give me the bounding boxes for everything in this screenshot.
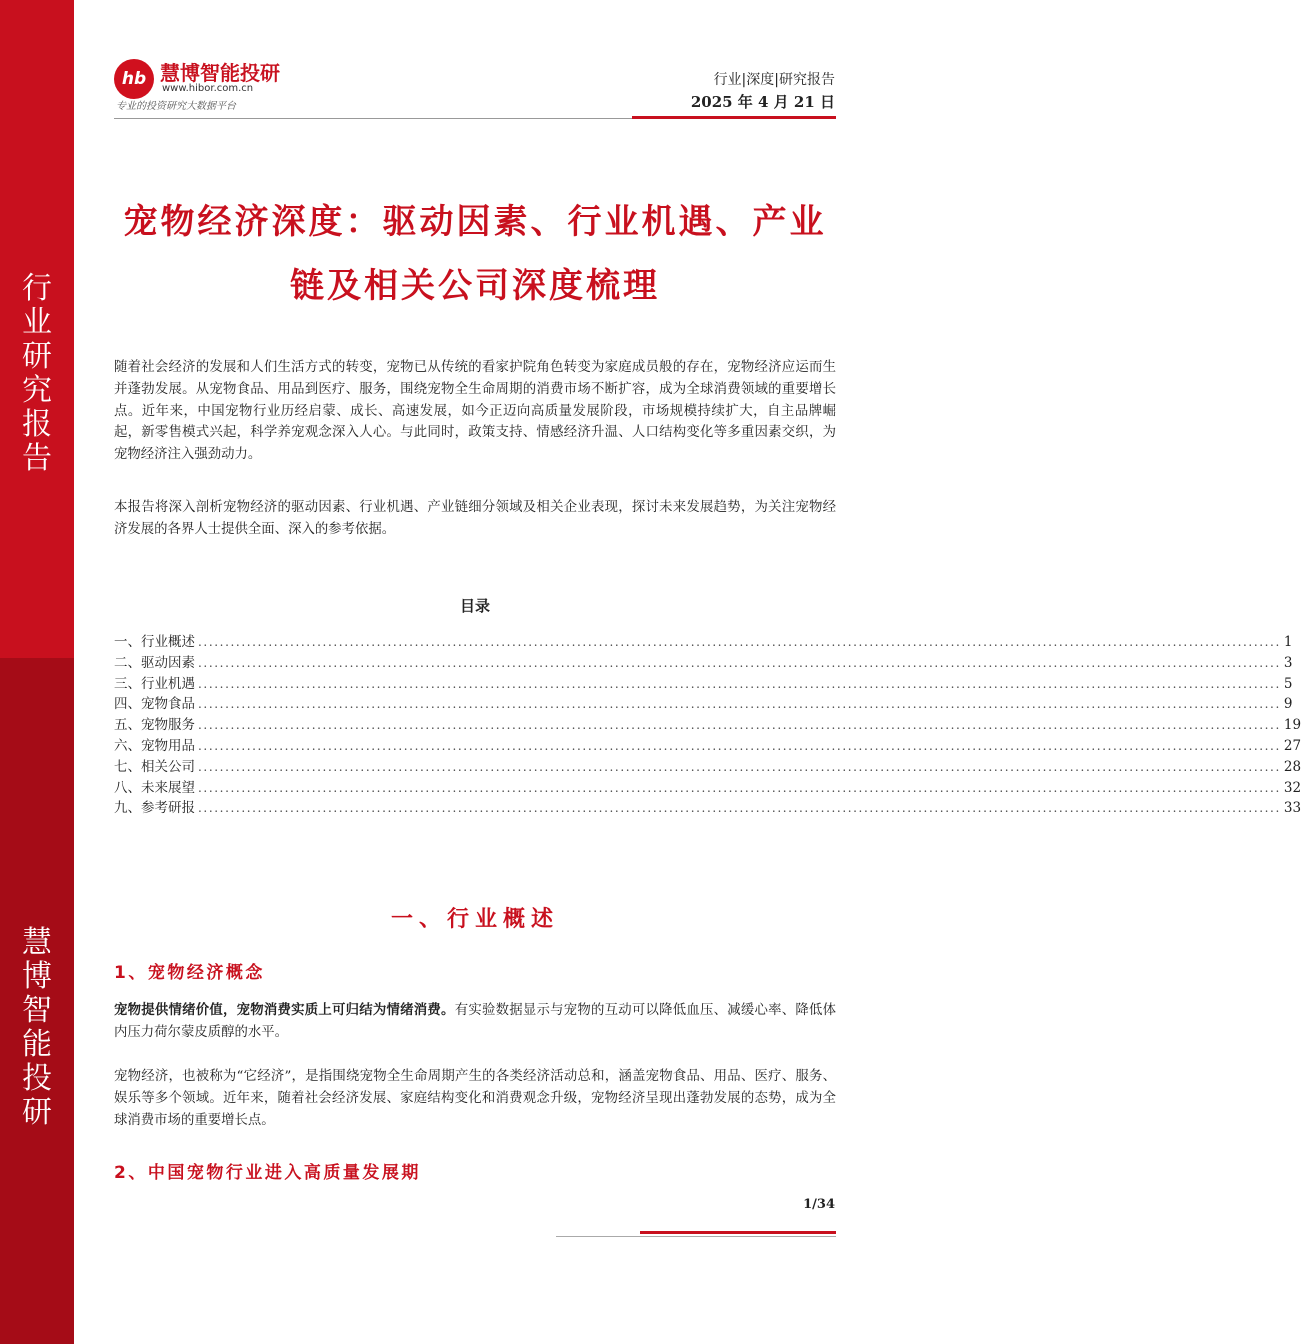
report-category: 行业|深度|研究报告 [713,72,835,88]
toc-item-label: 三、行业机遇 [114,675,195,692]
section-paragraph-2: 宠物经济，也被称为“它经济”，是指围绕宠物全生命周期产生的各类经济活动总和，涵盖宠物食品、用品、医疗、服务、娱乐等多个领域。近年来，随着社会经济发展、家庭结构变化和消费观念升级，宠物经济呈现出蓬勃发展的态势，成为全球消费市场的重要增长点。 [114,1069,836,1128]
sidebar-bottom-band [0,658,74,1344]
toc-item-label: 四、宠物食品 [114,696,195,713]
toc-title: 目录 [459,597,490,615]
header-accent-line [632,116,836,119]
report-date: 2025 年 4 月 21 日 [690,93,835,111]
toc-leader-dots: ........................................................................................................................................................................................................ [198,780,1281,795]
toc-leader-dots: ........................................................................................................................................................................................................ [198,676,1281,691]
toc-item[interactable] [114,776,1301,797]
brand-logo [114,55,344,115]
toc-item[interactable] [114,713,1301,734]
toc-item[interactable] [114,692,1293,713]
sidebar-top-band [0,0,74,658]
toc-item-label: 一、行业概述 [114,634,195,650]
toc-leader-dots: ........................................................................................................................................................................................................ [198,718,1281,733]
logo-name: 慧博智能投研 [160,61,280,85]
toc-item-page: 27 [1283,737,1301,754]
toc-item[interactable] [114,755,1301,776]
report-title-line-1: 宠物经济深度：驱动因素、行业机遇、产业 [123,202,827,242]
logo-url: www.hibor.com.cn [162,83,254,94]
subsection-heading-2: 2、中国宠物行业进入高质量发展期 [114,1163,421,1183]
toc-leader-dots: ........................................................................................................................................................................................................ [198,759,1281,774]
report-title-line-2: 链及相关公司深度梳理 [290,266,660,306]
footer-divider [556,1236,836,1237]
toc-item[interactable] [114,630,1293,651]
sidebar-label-brand: 慧 博 智 能 投 研 [22,925,52,1130]
toc-item-page: 28 [1283,758,1301,775]
toc-leader-dots: ........................................................................................................................................................................................................ [198,655,1281,670]
logo-slogan: 专业的投资研究大数据平台 [116,101,236,112]
intro-paragraph-2: 本报告将深入剖析宠物经济的驱动因素、行业机遇、产业链细分领域及相关企业表现，探讨未来发展趋势，为关注宠物经济发展的各界人士提供全面、深入的参考依据。 [114,500,836,537]
toc-item-page: 33 [1283,800,1301,817]
toc-item-page: 9 [1283,696,1293,713]
logo-mark-icon: hb [114,59,154,99]
toc-item-page: 1 [1283,634,1293,650]
toc-item-label: 六、宠物用品 [114,737,195,754]
subsection-heading-1: 1、宠物经济概念 [114,963,265,983]
toc-item[interactable] [114,672,1293,693]
report-header-meta [691,70,835,114]
table-of-contents [114,630,1301,817]
report-title [114,190,836,318]
toc-leader-dots: ........................................................................................................................................................................................................ [198,635,1281,649]
sidebar [0,0,74,1344]
intro-paragraph-1: 随着社会经济的发展和人们生活方式的转变，宠物已从传统的看家护院角色转变为家庭成员般的存在，宠物经济应运而生并蓬勃发展。从宠物食品、用品到医疗、服务，围绕宠物全生命周期的消费市场不断扩容，成为全球消费领域的重要增长点。近年来，中国宠物行业历经启蒙、成长、高速发展，如今正迈向高质量发展阶段，市场规模持续扩大，自主品牌崛起，新零售模式兴起，科学养宠观念深入人心。与此同时，政策支持、情感经济升温、人口结构变化等多重因素交织，为宠物经济注入强劲动力。 [114,360,836,463]
section-heading-1: 一、行业概述 [390,907,559,932]
toc-item-label: 八、未来展望 [114,779,195,796]
toc-item-label: 九、参考研报 [114,800,195,817]
section-paragraph-1-lead: 宠物提供情绪价值，宠物消费实质上可归结为情绪消费。 [114,1002,455,1018]
toc-item-label: 七、相关公司 [114,758,195,775]
toc-item-page: 32 [1283,779,1301,796]
toc-item-page: 3 [1283,654,1293,671]
toc-item-label: 五、宠物服务 [114,717,195,734]
footer-accent-line [640,1231,836,1234]
toc-item[interactable] [114,651,1293,672]
toc-leader-dots: ........................................................................................................................................................................................................ [198,738,1281,753]
page-number: 1/34 [803,1197,835,1212]
toc-item[interactable] [114,734,1301,755]
section-paragraph-1-body: 有实验数据显示与宠物的互动可以降低血压、减缓心率、降低体内压力荷尔蒙皮质醇的水平。 [114,1003,837,1040]
toc-leader-dots: ........................................................................................................................................................................................................ [198,697,1281,712]
toc-item-page: 19 [1283,717,1301,734]
section-paragraph-1 [114,1000,836,1044]
sidebar-label-report-type: 行 业 研 究 报 告 [22,271,52,476]
toc-item-page: 5 [1283,675,1293,692]
toc-item[interactable] [114,796,1301,817]
toc-leader-dots: ........................................................................................................................................................................................................ [198,801,1281,816]
toc-item-label: 二、驱动因素 [114,654,195,671]
